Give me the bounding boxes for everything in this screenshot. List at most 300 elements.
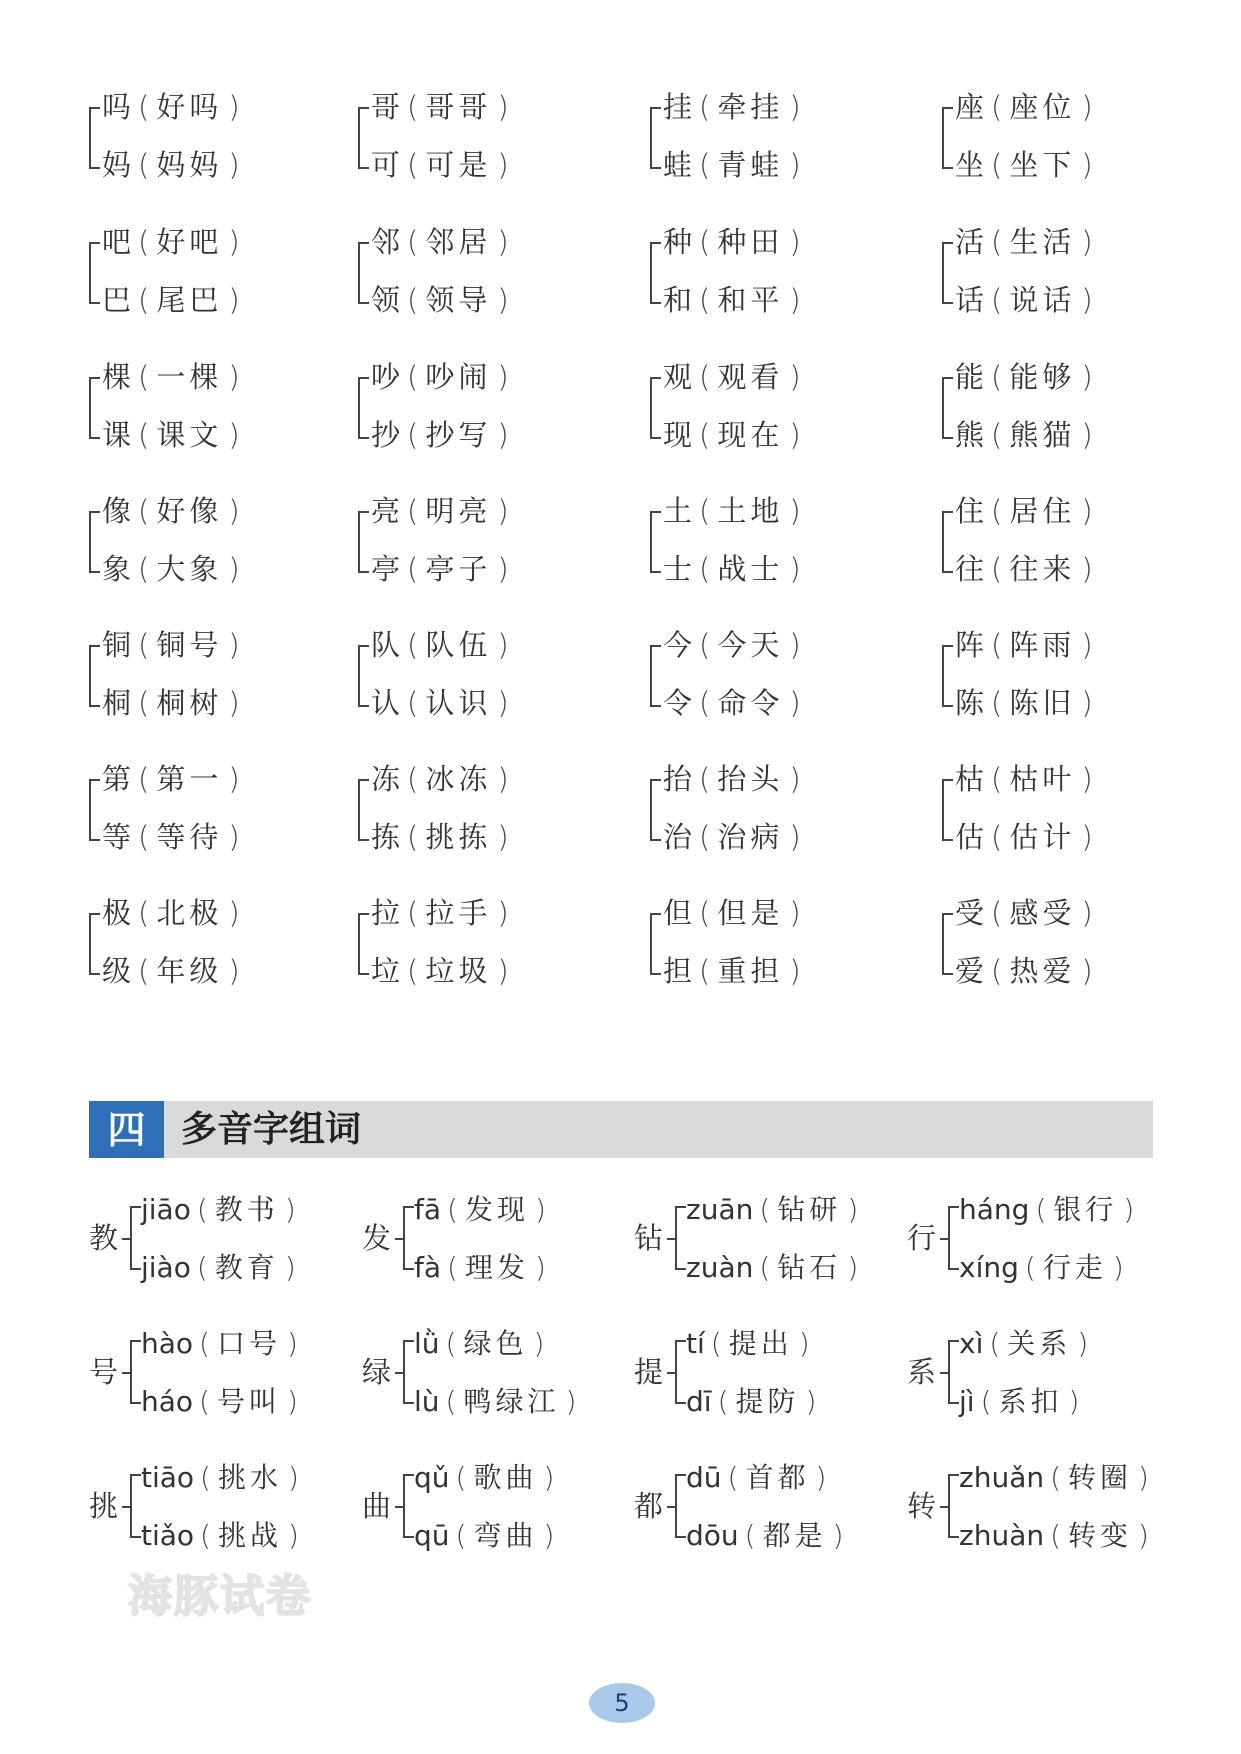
open-paren: ( [447,1251,459,1284]
close-paren: ) [789,148,802,182]
close-paren: ) [789,552,802,586]
pair-line [102,494,247,528]
reading-word: 发现 [464,1193,529,1226]
reading-line [414,1519,561,1553]
close-paren: ) [789,896,802,930]
pair-char: 受 [955,896,986,930]
pinyin: xì [959,1327,984,1360]
close-paren: ) [1081,90,1094,124]
open-paren: ( [407,494,420,528]
reading-word: 钻研 [777,1193,842,1226]
reading-line [414,1461,561,1495]
bracket [942,511,953,573]
char-pair [650,762,900,854]
reading-line [141,1193,303,1227]
pair-line [102,762,247,796]
close-paren: ) [1081,552,1094,586]
open-paren: ( [196,1193,209,1226]
bracket [948,1206,959,1270]
char-pair [942,90,1192,182]
reading-word: 钻石 [777,1251,842,1284]
char-pair [89,494,339,586]
pair-char: 象 [102,552,133,586]
open-paren: ( [407,90,420,124]
close-paren: ) [228,686,241,720]
close-paren: ) [847,1251,860,1284]
close-paren: ) [497,90,510,124]
close-paren: ) [228,494,241,528]
open-paren: ( [980,1385,993,1418]
pair-char: 令 [663,686,694,720]
pair-char: 铜 [102,628,133,662]
pinyin: hào [141,1327,194,1360]
char-pair [650,90,900,182]
open-paren: ( [407,360,420,394]
pinyin: jiāo [141,1193,191,1226]
reading-word: 挑战 [217,1519,282,1552]
pair-char: 亭 [371,552,402,586]
open-paren: ( [1050,1519,1063,1552]
pair-char: 种 [663,225,694,259]
pair-char: 蛙 [663,148,694,182]
close-paren: ) [789,90,802,124]
pair-char: 土 [663,494,694,528]
pair-char: 可 [371,148,402,182]
open-paren: ( [991,820,1004,854]
pair-char: 领 [371,283,402,317]
bracket [130,1206,141,1270]
bracket [89,242,100,304]
polyphonic-char: 挑 [89,1489,119,1523]
open-paren: ( [699,494,712,528]
pair-char: 坐 [955,148,986,182]
reading-line [686,1461,833,1495]
close-paren: ) [815,1461,828,1494]
reading-word: 提防 [735,1385,800,1418]
pair-word: 一棵 [156,360,223,394]
pair-line [663,494,808,528]
pair-word: 种田 [717,225,784,259]
open-paren: ( [991,686,1004,720]
pair-word: 认识 [425,686,492,720]
pair-word: 陈旧 [1009,686,1076,720]
char-pair [89,896,339,988]
pair-line [663,820,808,854]
bracket [358,779,369,841]
open-paren: ( [138,762,151,796]
open-paren: ( [699,552,712,586]
reading-word: 首都 [745,1461,810,1494]
char-pair [650,225,900,317]
pinyin: dū [686,1461,722,1494]
close-paren: ) [789,762,802,796]
pair-char: 熊 [955,418,986,452]
bracket [130,1340,141,1404]
pair-word: 可是 [425,148,492,182]
pair-word: 阵雨 [1009,628,1076,662]
open-paren: ( [445,1327,458,1360]
reading-word: 行走 [1042,1251,1107,1284]
close-paren: ) [789,954,802,988]
pair-char: 枯 [955,762,986,796]
section-title: 多音字组词 [181,1108,362,1150]
polyphonic-char: 教 [89,1221,119,1255]
close-paren: ) [1068,1385,1081,1418]
open-paren: ( [455,1519,468,1552]
pair-line [955,360,1100,394]
open-paren: ( [138,686,151,720]
close-paren: ) [287,1385,299,1418]
open-paren: ( [138,148,151,182]
reading-line [141,1385,305,1419]
pair-char: 拣 [371,820,402,854]
pair-line [371,360,516,394]
pair-word: 居住 [1009,494,1076,528]
close-paren: ) [284,1193,297,1226]
pair-char: 和 [663,283,694,317]
polyphonic-char: 发 [362,1221,392,1255]
char-pair [358,225,608,317]
polyphonic-group [907,1461,1182,1551]
pair-line [102,820,247,854]
pair-line [955,90,1100,124]
pair-char: 活 [955,225,986,259]
pair-word: 生活 [1009,225,1076,259]
pair-char: 哥 [371,90,402,124]
reading-word: 挑水 [217,1461,282,1494]
open-paren: ( [407,686,420,720]
pair-char: 极 [102,896,133,930]
open-paren: ( [200,1519,212,1552]
close-paren: ) [1081,148,1094,182]
reading-word: 鸭绿江 [463,1385,560,1418]
char-pair [942,628,1192,720]
close-paren: ) [1077,1327,1090,1360]
close-paren: ) [228,896,241,930]
polyphonic-group [362,1193,637,1283]
pinyin: lǜ [414,1327,440,1360]
close-paren: ) [228,360,241,394]
pinyin: lù [414,1385,440,1418]
open-paren: ( [991,628,1004,662]
close-paren: ) [1081,283,1094,317]
pair-word: 座位 [1009,90,1076,124]
pinyin: háng [959,1193,1030,1226]
bracket [89,511,100,573]
open-paren: ( [196,1251,209,1284]
open-paren: ( [455,1461,468,1494]
reading-line [959,1461,1156,1495]
pair-line [102,283,247,317]
open-paren: ( [1024,1251,1037,1284]
pair-char: 棵 [102,360,133,394]
polyphonic-char: 钻 [634,1221,664,1255]
reading-line [414,1193,553,1227]
close-paren: ) [228,628,241,662]
pinyin: jiào [141,1251,191,1284]
pair-char: 课 [102,418,133,452]
open-paren: ( [699,896,712,930]
open-paren: ( [407,283,420,317]
open-paren: ( [699,283,712,317]
pair-word: 重担 [717,954,784,988]
pinyin: qǔ [414,1461,450,1494]
pair-char: 邻 [371,225,402,259]
pinyin: qū [414,1519,450,1552]
pair-word: 坐下 [1009,148,1076,182]
bracket [650,377,661,439]
bracket [942,242,953,304]
open-paren: ( [699,762,712,796]
bracket [89,779,100,841]
pair-line [955,686,1100,720]
close-paren: ) [497,418,510,452]
close-paren: ) [497,762,510,796]
reading-word: 系扣 [998,1385,1063,1418]
pair-word: 好吧 [156,225,223,259]
bracket [650,913,661,975]
bracket [358,645,369,707]
pair-line [371,90,516,124]
close-paren: ) [543,1461,556,1494]
open-paren: ( [138,954,151,988]
pair-word: 年级 [156,954,223,988]
pair-word: 第一 [156,762,223,796]
open-paren: ( [699,148,712,182]
close-paren: ) [284,1251,297,1284]
char-pair [89,360,339,452]
reading-word: 提出 [728,1327,793,1360]
pair-char: 认 [371,686,402,720]
close-paren: ) [789,418,802,452]
close-paren: ) [1081,686,1094,720]
close-paren: ) [228,283,241,317]
close-paren: ) [497,225,510,259]
pair-char: 座 [955,90,986,124]
reading-word: 转圈 [1068,1461,1133,1494]
char-pair [942,494,1192,586]
pair-line [955,896,1100,930]
open-paren: ( [699,686,712,720]
bracket [675,1206,686,1270]
pair-word: 但是 [717,896,784,930]
open-paren: ( [991,494,1004,528]
pair-line [371,418,516,452]
open-paren: ( [699,225,712,259]
bracket [89,107,100,169]
open-paren: ( [199,1327,211,1360]
page-number: 5 [589,1683,655,1723]
reading-line [959,1251,1131,1285]
reading-line [141,1519,306,1553]
pair-line [955,283,1100,317]
bracket [403,1340,414,1404]
pair-word: 青蛙 [717,148,784,182]
pair-word: 往来 [1009,552,1076,586]
bracket [942,377,953,439]
pinyin: tiǎo [141,1519,195,1552]
reading-word: 歌曲 [473,1461,538,1494]
close-paren: ) [497,360,510,394]
polyphonic-group [634,1193,909,1283]
bracket [358,107,369,169]
open-paren: ( [991,552,1004,586]
close-paren: ) [287,1327,299,1360]
pair-line [371,225,516,259]
bracket [358,913,369,975]
open-paren: ( [407,148,420,182]
close-paren: ) [805,1385,818,1418]
pair-char: 今 [663,628,694,662]
open-paren: ( [699,628,712,662]
open-paren: ( [407,954,420,988]
open-paren: ( [407,896,420,930]
reading-word: 理发 [464,1251,529,1284]
section-header [89,1101,1153,1158]
pair-line [102,360,247,394]
pair-line [102,418,247,452]
pair-line [955,148,1100,182]
pair-line [955,820,1100,854]
open-paren: ( [699,360,712,394]
pinyin: zuān [686,1193,754,1226]
open-paren: ( [1035,1193,1048,1226]
close-paren: ) [1112,1251,1125,1284]
polyphonic-char: 号 [89,1355,119,1389]
pair-line [663,896,808,930]
pair-line [955,225,1100,259]
pinyin: jì [959,1385,975,1418]
reading-line [141,1251,303,1285]
pair-line [663,954,808,988]
bracket [650,511,661,573]
close-paren: ) [1081,418,1094,452]
pair-line [102,896,247,930]
pair-char: 住 [955,494,986,528]
close-paren: ) [228,762,241,796]
bracket [675,1474,686,1538]
pair-word: 战士 [717,552,784,586]
close-paren: ) [497,896,510,930]
char-pair [89,762,339,854]
close-paren: ) [228,148,241,182]
close-paren: ) [798,1327,811,1360]
pair-word: 估计 [1009,820,1076,854]
pair-char: 妈 [102,148,133,182]
open-paren: ( [138,418,151,452]
close-paren: ) [497,820,510,854]
pair-word: 命令 [717,686,784,720]
open-paren: ( [407,820,420,854]
char-pair [650,494,900,586]
close-paren: ) [228,418,241,452]
close-paren: ) [789,494,802,528]
polyphonic-char: 行 [907,1221,937,1255]
bracket [942,107,953,169]
polyphonic-char: 绿 [362,1355,392,1389]
pair-char: 估 [955,820,986,854]
bracket [948,1340,959,1404]
bracket [942,913,953,975]
pair-word: 好像 [156,494,223,528]
open-paren: ( [407,225,420,259]
char-pair [942,360,1192,452]
reading-word: 绿色 [463,1327,528,1360]
pinyin: zhuǎn [959,1461,1045,1494]
char-pair [358,628,608,720]
open-paren: ( [744,1519,757,1552]
open-paren: ( [989,1327,1002,1360]
open-paren: ( [991,283,1004,317]
bracket [675,1340,686,1404]
pair-word: 北极 [156,896,223,930]
char-pair [89,628,339,720]
pair-char: 吗 [102,90,133,124]
pair-word: 土地 [717,494,784,528]
polyphonic-group [907,1193,1182,1283]
pair-line [371,820,516,854]
pair-char: 像 [102,494,133,528]
pair-word: 今天 [717,628,784,662]
pair-line [955,418,1100,452]
pair-word: 尾巴 [156,283,223,317]
close-paren: ) [228,90,241,124]
reading-line [959,1519,1156,1553]
pair-char: 阵 [955,628,986,662]
pinyin: háo [141,1385,194,1418]
pair-line [371,762,516,796]
close-paren: ) [1123,1193,1136,1226]
reading-word: 银行 [1053,1193,1118,1226]
open-paren: ( [138,820,151,854]
char-pair [650,628,900,720]
pair-char: 桐 [102,686,133,720]
pinyin: zhuàn [959,1519,1045,1552]
pair-word: 挑拣 [425,820,492,854]
close-paren: ) [228,820,241,854]
polyphonic-char: 都 [634,1489,664,1523]
close-paren: ) [497,283,510,317]
pair-line [371,494,516,528]
open-paren: ( [991,225,1004,259]
pair-word: 桐树 [156,686,223,720]
pair-line [371,954,516,988]
bracket [650,242,661,304]
pair-line [663,90,808,124]
open-paren: ( [138,628,151,662]
pair-word: 现在 [717,418,784,452]
bracket [130,1474,141,1538]
close-paren: ) [1081,820,1094,854]
pair-word: 大象 [156,552,223,586]
close-paren: ) [847,1193,860,1226]
pair-word: 枯叶 [1009,762,1076,796]
open-paren: ( [991,90,1004,124]
reading-line [414,1327,551,1361]
pinyin: dī [686,1385,712,1418]
char-pair [942,225,1192,317]
close-paren: ) [1138,1519,1150,1552]
reading-word: 口号 [216,1327,281,1360]
pair-line [663,628,808,662]
pair-word: 感受 [1009,896,1076,930]
pair-char: 垃 [371,954,402,988]
reading-word: 教育 [214,1251,279,1284]
open-paren: ( [991,148,1004,182]
polyphonic-char: 转 [907,1489,937,1523]
reading-line [959,1193,1141,1227]
reading-line [141,1461,306,1495]
